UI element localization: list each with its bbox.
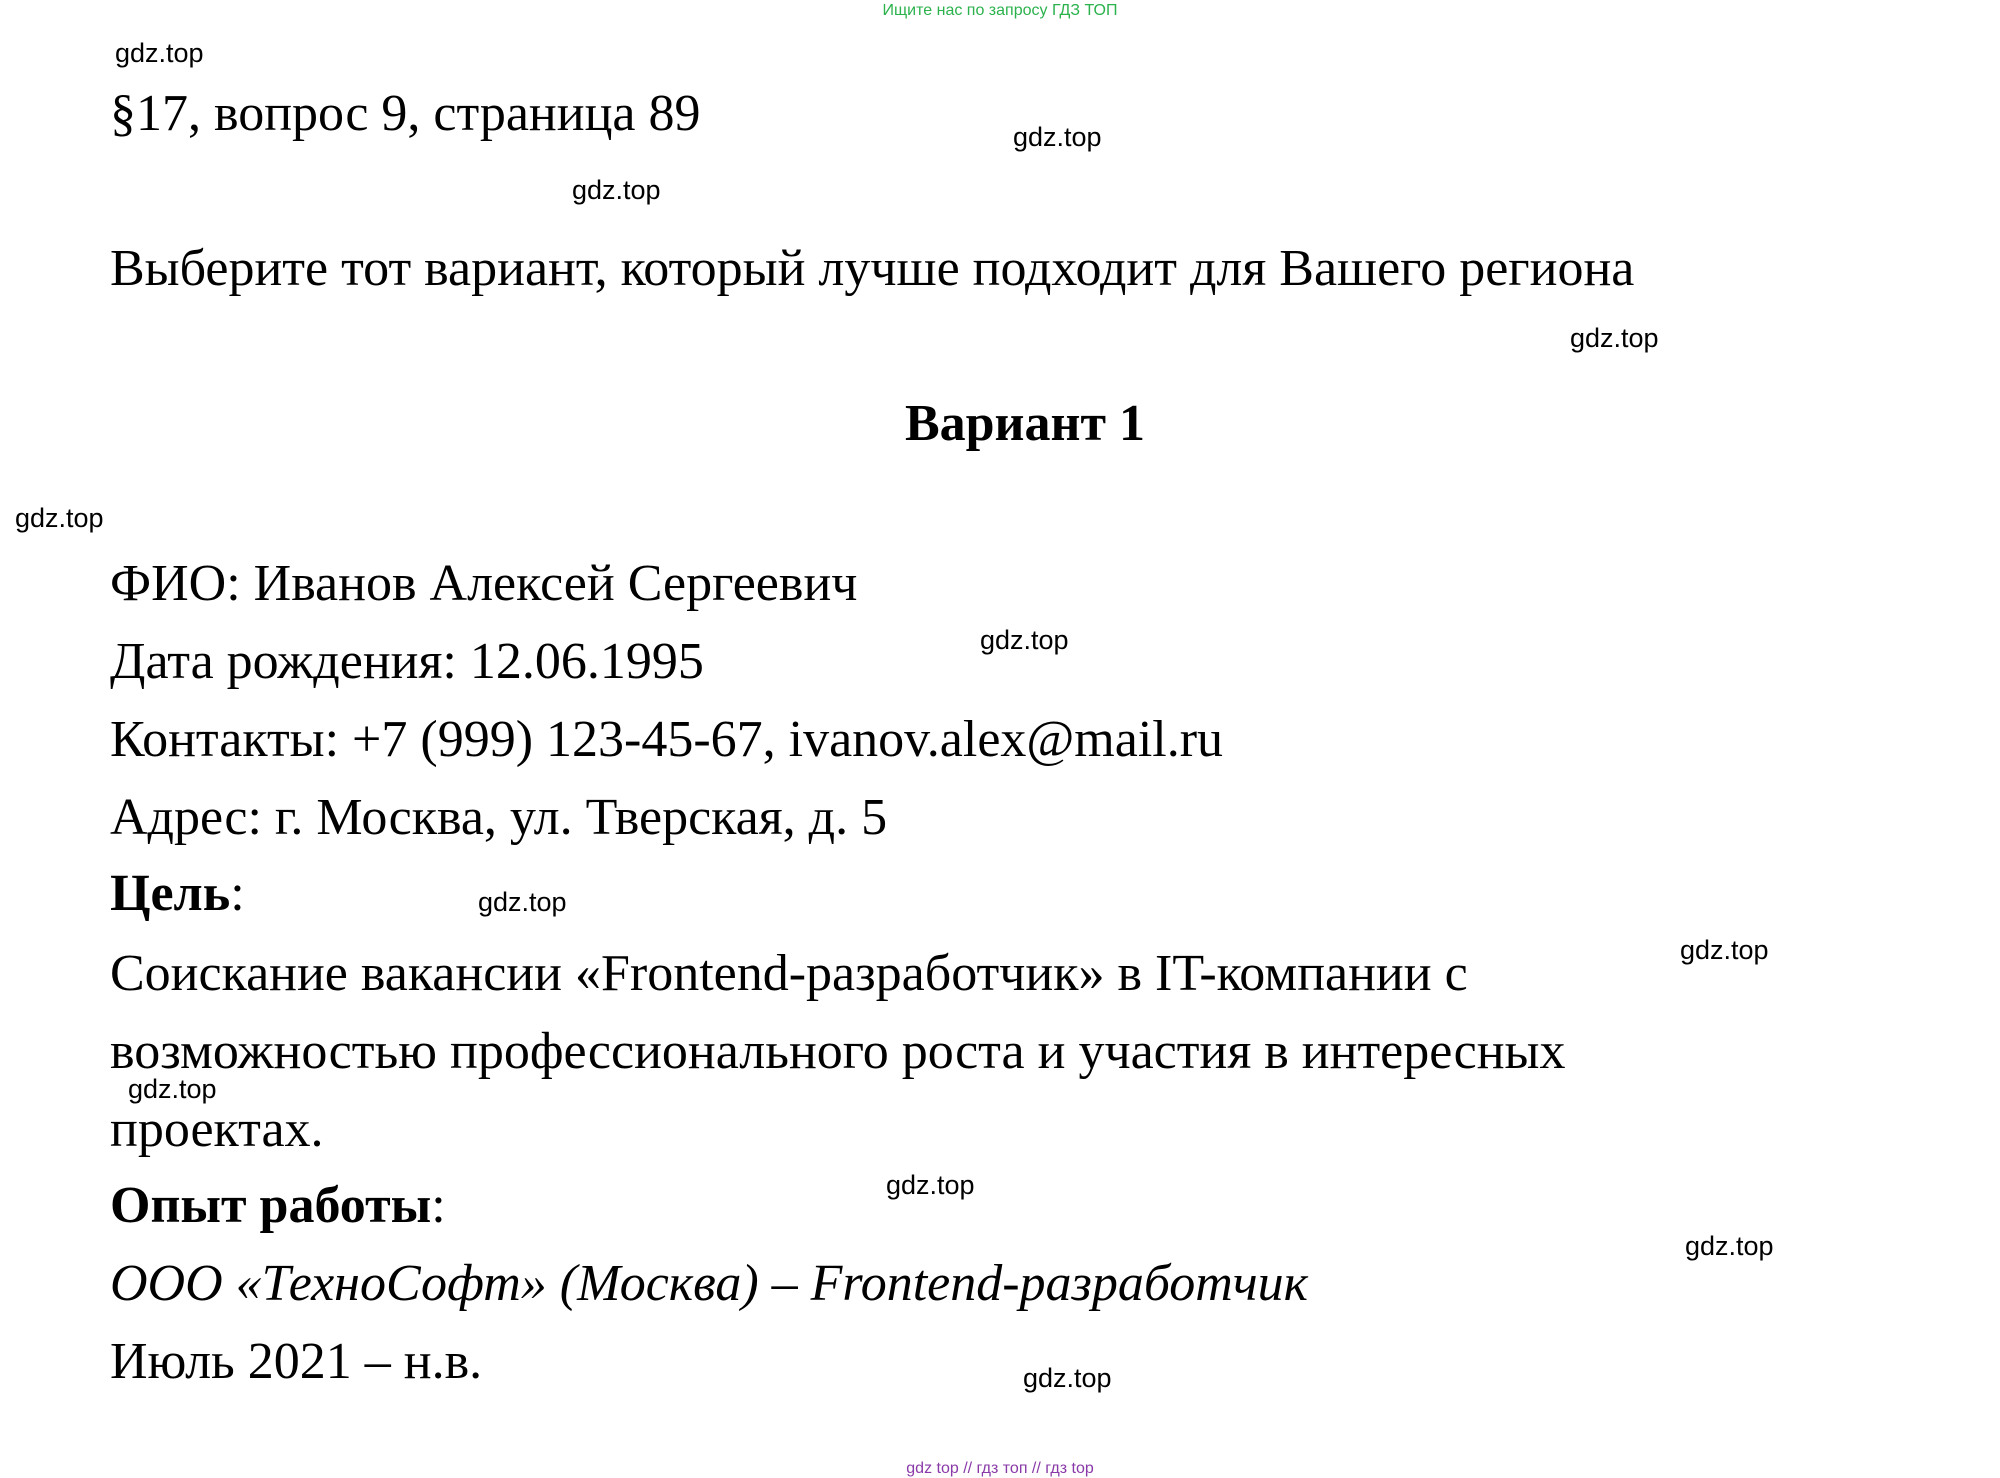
variant-heading: Вариант 1 — [904, 395, 1146, 452]
experience-heading — [110, 1177, 446, 1234]
goal-line: возможностью профессионального роста и участия в интересных — [110, 1023, 1566, 1080]
watermark: gdz.top — [1023, 1363, 1112, 1393]
goal-label: Цель — [110, 865, 231, 922]
footer-banner: gdz top // гдз топ // гдз top — [906, 1460, 1094, 1477]
watermark: gdz.top — [478, 887, 567, 917]
watermark: gdz.top — [128, 1074, 217, 1104]
watermark: gdz.top — [1570, 323, 1659, 353]
resume-birth-date: Дата рождения: 12.06.1995 — [110, 633, 704, 690]
job-title: ООО «ТехноСофт» (Москва) – Frontend-разработчик — [110, 1255, 1308, 1312]
goal-line: Соискание вакансии «Frontend-разработчик» в IT-компании с — [110, 945, 1468, 1002]
watermark: gdz.top — [15, 503, 104, 533]
job-period: Июль 2021 – н.в. — [110, 1333, 483, 1390]
watermark: gdz.top — [115, 38, 204, 68]
watermark: gdz.top — [980, 625, 1069, 655]
resume-name: ФИО: Иванов Алексей Сергеевич — [110, 555, 858, 612]
resume-contacts: Контакты: +7 (999) 123-45-67, ivanov.alex@mail.ru — [110, 711, 1224, 768]
watermark: gdz.top — [1680, 935, 1769, 965]
watermark: gdz.top — [1013, 122, 1102, 152]
watermark: gdz.top — [1685, 1231, 1774, 1261]
section-title: §17, вопрос 9, страница 89 — [110, 85, 701, 142]
instruction-text: Выберите тот вариант, который лучше подходит для Вашего региона — [110, 240, 1635, 297]
resume-address: Адрес: г. Москва, ул. Тверская, д. 5 — [110, 789, 888, 846]
goal-colon: : — [230, 865, 245, 922]
watermark: gdz.top — [572, 175, 661, 205]
goal-heading — [110, 865, 245, 922]
watermark: gdz.top — [886, 1170, 975, 1200]
goal-line: проектах. — [110, 1101, 324, 1158]
experience-label: Опыт работы — [110, 1177, 432, 1234]
experience-colon: : — [431, 1177, 446, 1234]
top-banner: Ищите нас по запросу ГДЗ ТОП — [882, 2, 1118, 19]
